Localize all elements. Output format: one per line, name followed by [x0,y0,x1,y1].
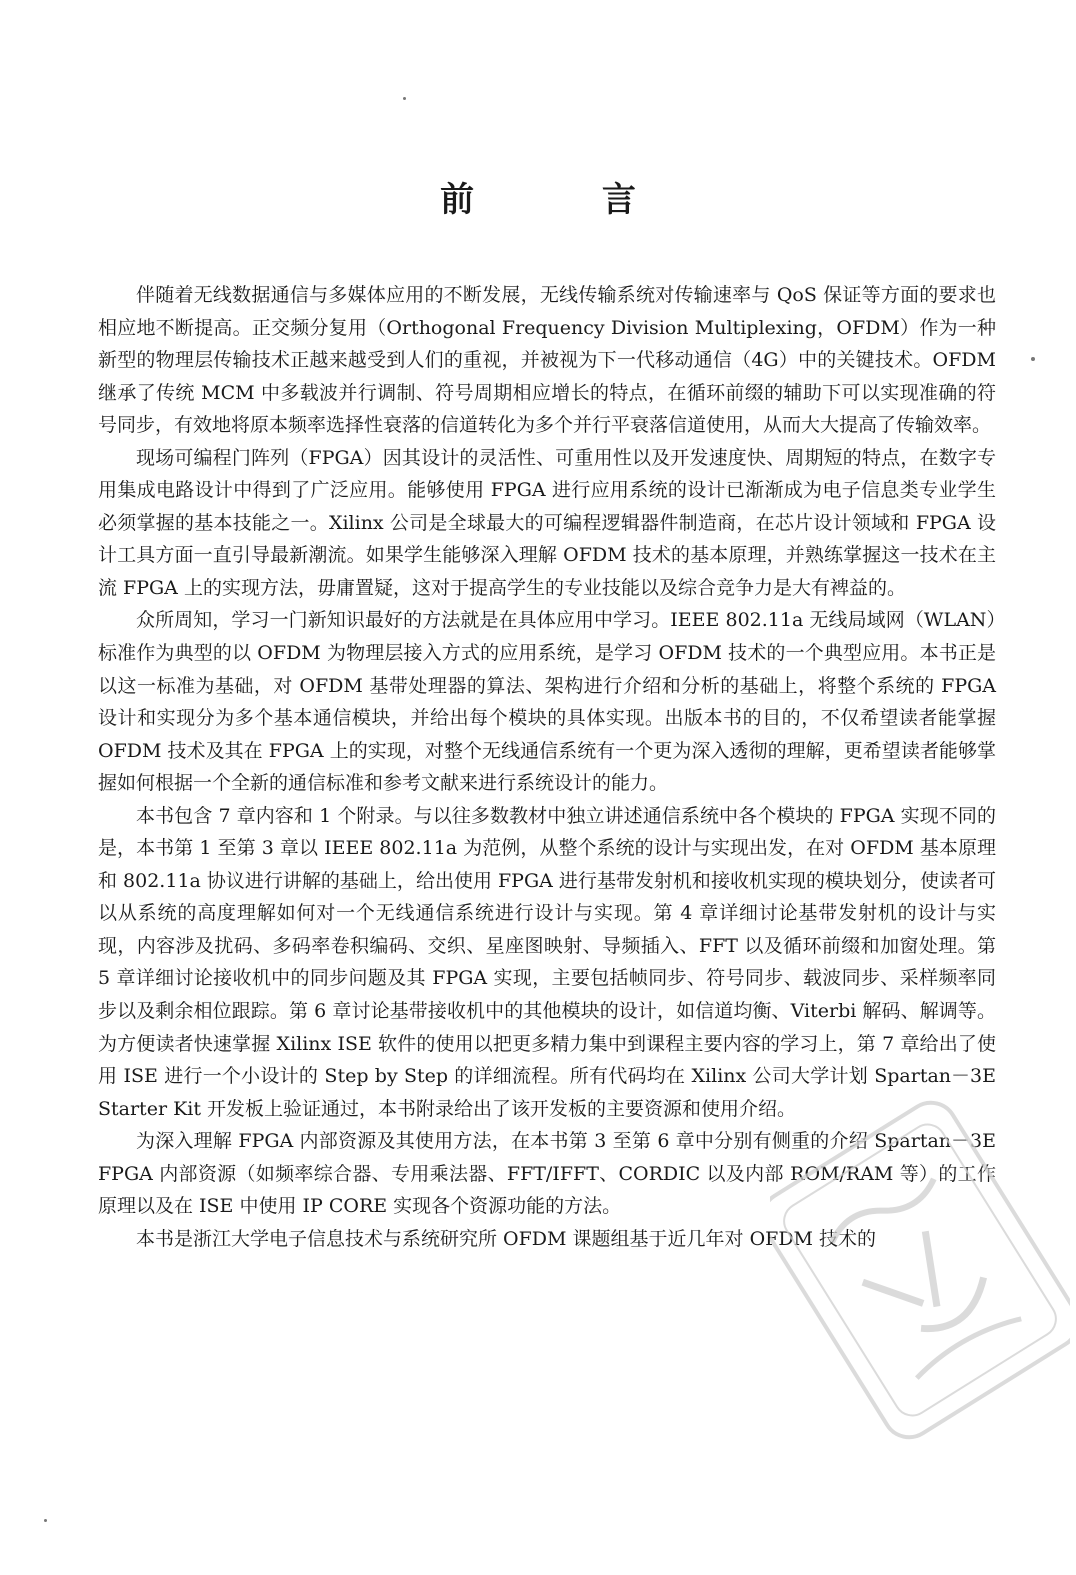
paragraph-4: 本书包含 7 章内容和 1 个附录。与以往多数教材中独立讲述通信系统中各个模块的 FPGA 实现不同的是，本书第 1 至第 3 章以 IEEE 802.11a 为范例，从整个系统的设计与实现出发，在对 OFDM 基本原理和 802.11a 协议进行讲解的基础上，给出使用 FPGA 进行基带发射机和接收机实现的模块划分，使读者可以从系统的高度理解如何对一个无线通信系统进行设计与实现。第 4 章详细讨论基带发射机的设计与实现，内容涉及扰码、多码率卷积编码、交织、星座图映射、导频插入、FFT 以及循环前缀和加窗处理。第 5 章详细讨论接收机中的同步问题及其 FPGA 实现，主要包括帧同步、符号同步、载波同步、采样频率同步以及剩余相位跟踪。第 6 章讨论基带接收机中的其他模块的设计，如信道均衡、Viterbi 解码、解调等。为方便读者快速掌握 Xilinx ISE 软件的使用以把更多精力集中到课程主要内容的学习上，第 7 章给出了使用 ISE 进行一个小设计的 Step by Step 的详细流程。所有代码均在 Xilinx 公司大学计划 Spartan－3E Starter Kit 开发板上验证通过，本书附录给出了该开发板的主要资源和使用介绍。 [98,804,996,1120]
paragraph-3: 众所周知，学习一门新知识最好的方法就是在具体应用中学习。IEEE 802.11a 无线局域网（WLAN）标准作为典型的以 OFDM 为物理层接入方式的应用系统，是学习 OFDM 技术的一个典型应用。本书正是以这一标准为基础，对 OFDM 基带处理器的算法、架构进行介绍和分析的基础上，将整个系统的 FPGA 设计和实现分为多个基本通信模块，并给出每个模块的具体实现。出版本书的目的，不仅希望读者能掌握 OFDM 技术及其在 FPGA 上的实现，对整个无线通信系统有一个更为深入透彻的理解，更希望读者能够掌握如何根据一个全新的通信标准和参考文献来进行系统设计的能力。 [98,609,996,795]
scan-speck [44,1519,47,1522]
preface-body [98,279,996,1255]
scan-speck [1031,357,1035,361]
scan-speck [403,97,406,100]
paragraph-6: 本书是浙江大学电子信息技术与系统研究所 OFDM 课题组基于近几年对 OFDM 技术的 [136,1227,877,1250]
paragraph-2: 现场可编程门阵列（FPGA）因其设计的灵活性、可重用性以及开发速度快、周期短的特点，在数字专用集成电路设计中得到了广泛应用。能够使用 FPGA 进行应用系统的设计已渐渐成为电子信息类专业学生必须掌握的基本技能之一。Xilinx 公司是全球最大的可编程逻辑器件制造商，在芯片设计领域和 FPGA 设计工具方面一直引导最新潮流。如果学生能够深入理解 OFDM 技术的基本原理，并熟练掌握这一技术在主流 FPGA 上的实现方法，毋庸置疑，这对于提高学生的专业技能以及综合竞争力是大有裨益的。 [98,446,996,599]
paragraph-1: 伴随着无线数据通信与多媒体应用的不断发展，无线传输系统对传输速率与 QoS 保证等方面的要求也相应地不断提高。正交频分复用（Orthogonal Frequency Division Multiplexing，OFDM）作为一种新型的物理层传输技术正越来越受到人们的重视，并被视为下一代移动通信（4G）中的关键技术。OFDM 继承了传统 MCM 中多载波并行调制、符号周期相应增长的特点，在循环前缀的辅助下可以实现准确的符号同步，有效地将原本频率选择性衰落的信道转化为多个并行平衰落信道使用，从而大大提高了传输效率。 [98,284,996,437]
page-title: 前 言 [440,180,694,220]
paragraph-5: 为深入理解 FPGA 内部资源及其使用方法，在本书第 3 至第 6 章中分别有侧重的介绍 Spartan－3E FPGA 内部资源（如频率综合器、专用乘法器、FFT/IFFT、CORDIC 以及内部 ROM/RAM 等）的工作原理以及在 ISE 中使用 IP CORE 实现各个资源功能的方法。 [98,1130,996,1218]
